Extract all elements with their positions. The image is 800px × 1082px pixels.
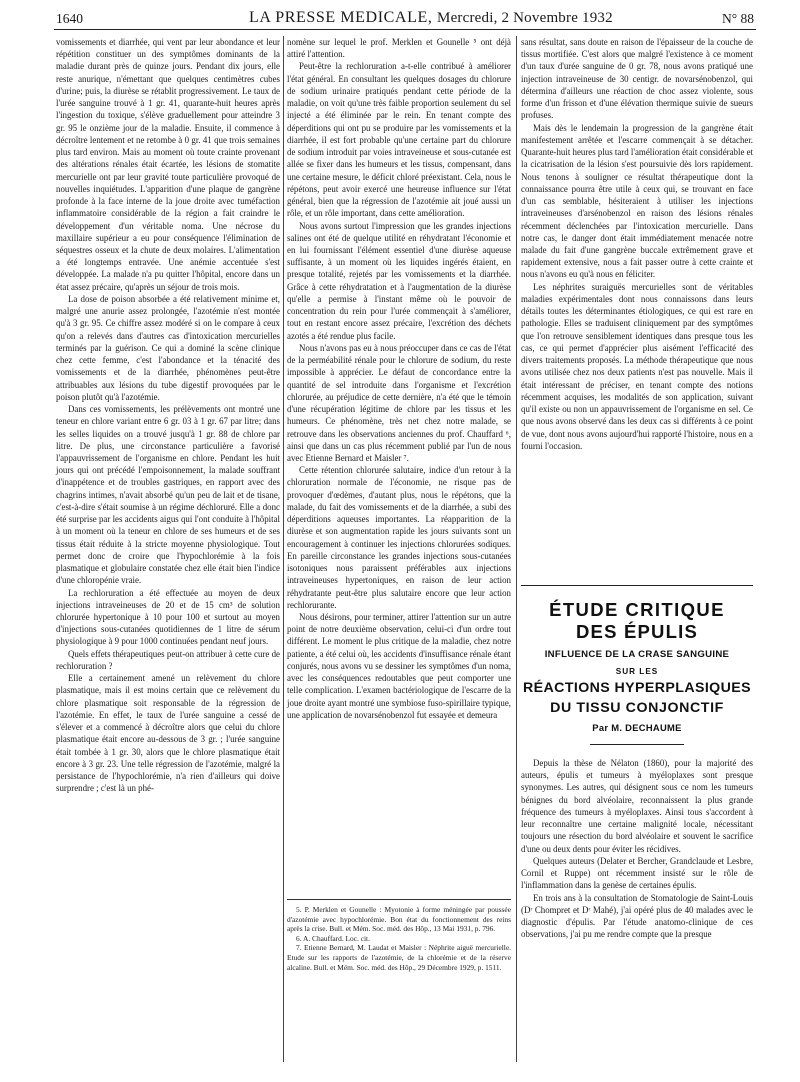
article-connector: SUR LES	[615, 667, 659, 676]
article-body	[521, 757, 753, 941]
paragraph: vomissements et diarrhée, qui vent par leur abondance et leur répétition constituer un des symptômes dominants de la maladie durant près de quinze jours. Pendant dix jours, elle reste anurique, n'émettant que quelques centimètres cubes d'urine; puis, la diurèse se rétablit progressivement. Le taux de l'urée sanguine trouvé à 1 gr. 41, quarante-huit heures après l'ingestion du toxique, s'élève graduellement pour atteindre 3 gr. 95 le onzième jour de la maladie. Ensuite, il commence à décroître lentement et ne retombe à 0 gr. 41 que trois semaines plus tard environ. Mais au moment où toute crainte provenant des altérations rénales était écartée, les lésions de stomatite mercurielle ont par leur gravité toute particulière provoqué de nouvelles inquiétudes. L'apparition d'une plaque de gangrène profonde à la face interne de la joue droite avec tuméfaction inflammatoire considérable de la région a fait craindre le développement d'un véritable noma. Une nécrose du maxillaire supérieur a eu pour conséquence l'élimination de séquestres osseux et la chute de deux molaires. L'alimentation a été longtemps entravée. Une anémie accentuée s'est développée. La malade n'a pu quitter l'hôpital, encore dans un état assez précaire, qu'après un séjour de trois mois.	[56, 37, 280, 292]
article-subtitle-2: RÉACTIONS HYPERPLASIQUES	[523, 680, 751, 696]
paragraph: Elle a certainement amené un relèvement du chlore plasmatique, mais il est moins certain que ce relèvement du chlore plasmatique soit responsable de la régression de l'azotémie. En effet, le taux de l'urée sanguine a cessé de s'élever et a commencé à décroître alors que celui du chlore plasmatique était encore au-dessous de 3 gr. ; l'urée sanguine était tombée à 1 gr. 30, alors que le chlore plasmatique était encore à 3 gr. 23. Une telle régression de l'azotémie, malgré la persistance de l'hypochlorémie, n'a rien d'ailleurs qui doive surprendre ; c'est là un phé-	[56, 673, 280, 794]
paragraph: Dans ces vomissements, les prélèvements ont montré une teneur en chlore variant entre 6 gr. 03 à 1 gr. 67 par litre; dans les selles liquides on a trouvé jusqu'à 1 gr. 88 de chlore par litre. De plus, une circonstance particulière a favorisé l'appauvrissement de l'organisme en chlore. Pendant les huit jours qui ont précédé l'empoisonnement, la malade souffrant d'inappétence et de troubles gastriques, en rapport avec des chagrins intimes, n'avait absorbé qu'un peu de lait et de tisane, c'est-à-dire s'était soumise à un régime déchloruré. Elle a donc été surprise par les accidents aigus qui l'ont conduite à l'hôpital à un moment où la teneur en chlore de ses humeurs et de ses tissus était réduite à la stricte moyenne physiologique. Tout permet donc de croire que l'hypochlorémie à la fois plasmatique et globulaire constatée chez elle était bien l'indice d'une chloropénie vraie.	[56, 404, 280, 586]
footnote: 5. P. Merklen et Gounelle : Myotonie à forme méningée par poussée d'azotémie avec hypochlorémie. Bon état du fonctionnement des reins après la crise. Bull. et Mém. Soc. méd. des Hôp., 13 Mai 1931, p. 796.	[287, 905, 511, 934]
paragraph: Cette rétention chlorurée salutaire, indice d'un retour à la chloruration normale de l'économie, ne risque pas de provoquer d'œdèmes, d'autant plus, nous le répétons, que la malade, du fait des vomissements et de la diarrhée, a subi des déperditions aqueuses importantes. La réapparition de la diurèse et son augmentation rapide les jours suivants sont un encouragement à continuer les injections chlorurées sodiques. En pareille circonstance les grandes injections sous-cutanées isotoniques nous paraissent préférables aux injections intraveineuses hypertoniques, en raison de leur action réhydratante peut-être plus salutaire encore que leur action rechlorurante.	[287, 465, 511, 610]
article-author: Par M. DECHAUME	[592, 722, 682, 733]
issue-number: N° 88	[721, 11, 754, 26]
text-column-2	[287, 36, 511, 721]
paragraph: Depuis la thèse de Nélaton (1860), pour la majorité des auteurs, épulis et tumeurs à myéloplaxes sont presque synonymes. Les autres, qui désignent sous ce nom les tumeurs bénignes du bord alvéolaire, reconnaissent la plus grande fréquence des tumeurs à myéloplaxes. Ainsi tous s'accordent à leur reconnaître une certaine malignité locale, nécessitant toujours une résection du bord alvéolaire et souvent le sacrifice d'une ou deux dents pour éviter les récidives.	[521, 758, 753, 854]
paragraph: Quelques auteurs (Delater et Bercher, Grandclaude et Lesbre, Cornil et Ruppe) ont récemment insisté sur le rôle de l'inflammation dans la genèse de certaines épulis.	[521, 855, 753, 891]
paragraph: Nous désirons, pour terminer, attirer l'attention sur un autre point de notre deuxième observation, celui-ci d'un ordre tout différent. Le moment le plus critique de la maladie, chez notre patiente, a été celui où, les accidents d'insuffisance rénale étant conjurés, nous avons vu se dessiner les symptômes d'un noma, avec les conséquences redoutables que peut comporter une telle complication. L'examen bactériologique de l'escarre de la joue droite ayant montré une symbiose fuso-spirillaire typique, une application de novarsénobenzol fut essayée et demeura	[287, 612, 511, 720]
publication-date: Mercredi, 2 Novembre 1932	[437, 10, 613, 26]
publication-name: LA PRESSE MEDICALE,	[249, 9, 433, 26]
paragraph: En trois ans à la consultation de Stomatologie de Saint-Louis (Dʳ Chompret et Dʳ Mahé), j'ai opéré plus de 40 malades avec le diagnostic d'épulis. Par l'étude anatomo-clinique de ces observations, j'ai pu me rendre compte que la presque	[521, 892, 753, 940]
article-title: ÉTUDE CRITIQUE	[549, 599, 725, 620]
page-number: 1640	[56, 11, 83, 26]
footnote: 7. Etienne Bernard, M. Laudat et Maisler : Néphrite aiguë mercurielle. Etude sur les rapports de l'azotémie, de la chlorémie et de la réserve alcaline. Bull. et Mém. Soc. méd. des Hôp., 29 Décembre 1929, p. 1511.	[287, 943, 511, 972]
paragraph: Nous n'avons pas eu à nous préoccuper dans ce cas de l'état de la perméabilité rénale pour le chlorure de sodium, du reste impossible à apprécier. Le défaut de concordance entre la quantité de sel introduite dans l'organisme et l'excrétion chlorurée, au préjudice de cette dernière, n'a été que le témoin d'une récupération légitime de chlore par les tissus et les humeurs. Ce phénomène, très net chez notre malade, se retrouve dans les observations anciennes du prof. Chauffard ⁶, ainsi que dans un cas plus récemment publié par l'un de nous avec Etienne Bernard et Maisler ⁷.	[287, 342, 511, 463]
paragraph: La dose de poison absorbée a été relativement minime et, malgré une anurie assez prolongée, l'azotémie n'est montée qu'à 3 gr. 95. Ce chiffre assez modéré si on le compare à ceux qu'on a relevés dans d'autres cas d'intoxication mercurielles terminés par la guérison. Ce qui a dominé la scène clinique chez cette femme, c'est l'abondance et la ténacité des vomissements et de la diarrhée, phénomènes peut-être attribuables aux lésions du tube digestif provoquées par le poison plutôt qu'à l'azotémie.	[56, 293, 280, 402]
paragraph: Les néphrites suraiguës mercurielles sont de véritables maladies expérimentales dont nous connaissons dans leurs détails toutes les déterminantes étiologiques, ce qui est rare en pathologie. Elles se traduisent cliniquement par des symptômes que l'on retrouve sensiblement identiques dans presque tous les cas, ce qui permet d'apprécier plus aisément l'efficacité des divers traitements proposés. La méthode thérapeutique que nous avons utilisée chez nos deux patients n'est pas nouvelle. Mais il était intéressant de préciser, en tenant compte des notions récemment acquises, les modalités de son application, suivant qu'il existe ou non un appauvrissement de l'organisme en sel. Ce que nous avons observé dans les deux cas si différents à ce point de vue, dont nous avons aujourd'hui rapporté l'histoire, nous en a fourni l'occasion.	[521, 281, 753, 451]
footnote-rule	[287, 899, 511, 900]
column-divider	[283, 36, 284, 1062]
text-column-1	[56, 36, 280, 795]
article-subtitle-2-line-2: DU TISSU CONJONCTIF	[550, 700, 724, 716]
paragraph: nomène sur lequel le prof. Merklen et Gounelle ⁵ ont déjà attiré l'attention.	[287, 37, 511, 60]
column-divider	[516, 36, 517, 1062]
publication-title	[249, 9, 613, 27]
page-header	[54, 9, 756, 30]
footnotes	[287, 905, 511, 972]
article-separator	[521, 585, 753, 586]
paragraph: La rechloruration a été effectuée au moyen de deux injections intraveineuses de 20 et de 15 cm³ de solution chlorurée hypertonique à 10 pour 100 et surtout au moyen d'injections sous-cutanées quotidiennes de 1 litre de sérum physiologique à 9 pour 1000 continuées pendant neuf jours.	[56, 587, 280, 647]
paragraph: Nous avons surtout l'impression que les grandes injections salines ont été de quelque utilité en réhydratant l'économie et en lui fournissant l'élément essentiel d'une diurèse aqueuse suffisante, à un moment où les liquides ingérés étaient, en presque totalité, rejetés par les vomissements et la diarrhée. Grâce à cette réhydratation et à l'augmentation de la diurèse qu'elle a permise à l'instant même où le pouvoir de concentration du rein pour l'urée commençait à s'améliorer, tout en restant encore assez précaire, l'excrétion des déchets azotés a été rendue plus facile.	[287, 220, 511, 341]
article-title-line-2: DES ÉPULIS	[576, 621, 698, 642]
paragraph: Quels effets thérapeutiques peut-on attribuer à cette cure de rechloruration ?	[56, 648, 280, 671]
paragraph: sans résultat, sans doute en raison de l'épaisseur de la couche de tissus mortifiée. C'est alors que malgré l'existence à ce moment d'un taux d'urée sanguine de 0 gr. 78, nous avons pratiqué une injection intraveineuse de 30 centigr. de novarsénobenzol, qui détermina d'ailleurs une réaction de choc assez violente, sous forme d'un frisson et d'une élévation thermique suivie de sueurs profuses.	[521, 37, 753, 121]
article-subtitle: INFLUENCE DE LA CRASE SANGUINE	[544, 649, 730, 660]
paragraph: Mais dès le lendemain la progression de la gangrène était manifestement arrêtée et l'escarre commençait à se détacher. Quarante-huit heures plus tard l'amélioration était considérable et la cicatrisation de la lésion s'est poursuivie dès lors rapidement. Nous tenons à souligner ce résultat thérapeutique dont la connaissance pourra être utile à ceux qui, se trouvant en face d'un cas semblable, hésiteraient à utiliser les injections intraveineuses d'arsénobenzol en raison des lésions rénales récemment déclenchées par l'intoxication mercurielle. Dans notre cas, le danger dont était immédiatement menacée notre malade du fait d'une gangrène buccale extrêmement grave et rapidement extensive, nous a fait passer outre à cette crainte et nous n'avons eu qu'à nous en féliciter.	[521, 122, 754, 280]
text-column-3	[521, 36, 753, 452]
paragraph: Peut-être la rechloruration a-t-elle contribué à améliorer l'état général. En consultant les quelques dosages du chlorure de sodium urinaire pratiqués pendant cette période de la maladie, on voit qu'une très faible proportion seulement du sel injecté a été éliminée par le rein. En tenant compte des déperditions qui ont pu se produire par les vomissements et la diarrhée, il est fort probable qu'une certaine part du chlorure de sodium introduit par voies intraveineuse et sous-cutanée est allée se fixer dans les humeurs et les tissus, compensant, dans une certaine mesure, le déficit chloré préexistant. Cela, nous le répétons, peut avoir exercé une heureuse influence sur l'état général, bien que la régression de l'azotémie ait joué aussi un rôle, et un rôle important, dans cette amélioration.	[287, 61, 511, 219]
author-underline	[590, 744, 684, 745]
footnote: 6. A. Chauffard. Loc. cit.	[296, 933, 370, 943]
